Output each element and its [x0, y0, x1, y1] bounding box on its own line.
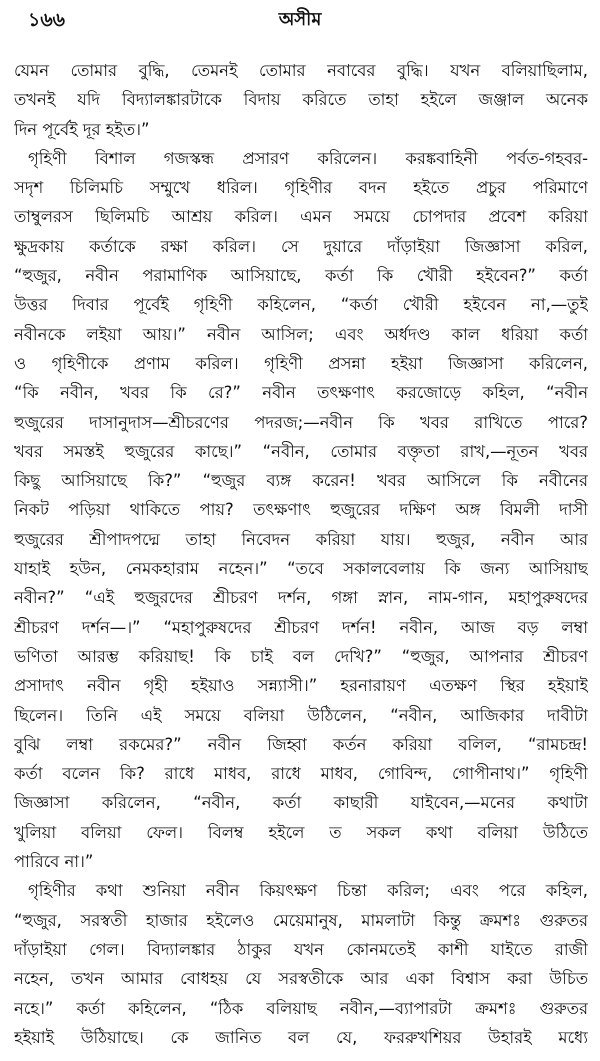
text-line: তখনই যদি বিদ্যালঙ্কারটাকে বিদায় করিতে তাহা হইলে জঞ্জাল অনেক	[14, 90, 588, 110]
text-line: হুজুরের দাসানুদাস—শ্রীচরণের পদরজ;—নবীন কি খবর রাখিতে পারে?	[14, 412, 588, 432]
text-line: সদৃশ চিলিমচি সম্মুখে ধরিল। গৃহিণীর বদন হইতে প্রচুর পরিমাণে	[14, 178, 588, 198]
text-line: ক্ষুদ্রকায় কর্তাকে রক্ষা করিল। সে দুয়ারে দাঁড়াইয়া জিজ্ঞাসা করিল,	[14, 236, 588, 256]
text-line: হইয়াই উঠিয়াছে। কে জানিত বল যে, ফররুখশিয়র উহারই মধ্যে	[14, 1027, 588, 1047]
text-line: কর্তা বলেন কি? রাধে মাধব, রাধে মাধব, গোবিন্দ, গোপীনাথ।” গৃহিণী	[14, 764, 588, 784]
text-line: পারিবে না।”	[14, 852, 94, 872]
text-line: উত্তর দিবার পূর্বেই গৃহিণী কহিলেন, “কর্তা খৌরী হইবেন না,—তুই	[14, 295, 588, 315]
text-line: বুঝি লম্বা রকমের?” নবীন জিহ্বা কর্তন করিয়া বলিল, “রামচন্দ্র!	[14, 734, 588, 754]
text-line: কিছু আসিয়াছে কি?” “হুজুর ব্যঙ্গ করেন! খবর আসিলে কি নবীনের	[14, 471, 588, 491]
text-line: তাম্বুলরস ছিলিমচি আশ্রয় করিল। এমন সময়ে চোপদার প্রবেশ করিয়া	[14, 207, 588, 227]
text-line: “কি নবীন, খবর কি রে?” নবীন তৎক্ষণাৎ করজোড়ে কহিল, “নবীন	[14, 383, 588, 403]
text-line: হুজুরের শ্রীপাদপদ্মে তাহা নিবেদন করিয়া যায়। হুজুর, নবীন আর	[14, 529, 588, 549]
page-number: ১৬৬	[28, 9, 66, 31]
text-line: প্রসাদাৎ নবীন গৃহী হইয়াও সন্ন্যাসী।” হরনারায়ণ এতক্ষণ স্থির হইয়াই	[14, 676, 588, 696]
text-line: যাহাই হউন, নেমকহারাম নহেন।” “তবে সকালবেলায় কি জন্য আসিয়াছ	[14, 559, 588, 579]
text-line: গৃহিণীর কথা শুনিয়া নবীন কিয়ৎক্ষণ চিন্তা করিল; এবং পরে কহিল,	[28, 881, 588, 901]
text-line: নহেন, তখন আমার বোধহয় যে সরস্বতীকে আর একা বিশ্বাস করা উচিত	[14, 969, 588, 989]
text-line: নিকট পড়িয়া থাকিতে পায়? তৎক্ষণাৎ হুজুরের দক্ষিণ অঙ্গ বিমলী দাসী	[14, 500, 588, 520]
text-line: “হুজুর, সরস্বতী হাজার হইলেও মেয়েমানুষ, মামলাটা কিন্তু ক্রমশঃ গুরুতর	[14, 910, 588, 930]
text-line: জিজ্ঞাসা করিলেন, “নবীন, কর্তা কাছারী যাইবেন,—মনের কথাটা	[14, 793, 588, 813]
text-line: খবর সমস্তই হুজুরের কাছে।” “নবীন, তোমার বক্তৃতা রাখ,—নূতন খবর	[14, 441, 588, 461]
text-line: দিন পূর্বেই দূর হইত।”	[14, 119, 150, 139]
text-line: নবীনকে লইয়া আয়।” নবীন আসিল; এবং অর্ধদণ্ড কাল ধরিয়া কর্তা	[14, 324, 588, 344]
text-line: “হুজুর, নবীন পরামাণিক আসিয়াছে, কর্তা কি খৌরী হইবেন?” কর্তা	[14, 266, 588, 286]
text-line: ভণিতা আরম্ভ করিয়াছ! কি চাই বল দেখি?” “হুজুর, আপনার শ্রীচরণ	[14, 646, 588, 666]
body-text	[14, 56, 588, 1052]
text-line: শ্রীচরণ দর্শন—।” “মহাপুরুষদের শ্রীচরণ দর্শন! নবীন, আজ বড় লম্বা	[14, 617, 588, 637]
text-line: ও গৃহিণীকে প্রণাম করিল। গৃহিণী প্রসন্না হইয়া জিজ্ঞাসা করিলেন,	[14, 353, 588, 373]
text-line: দাঁড়াইয়া গেল। বিদ্যালঙ্কার ঠাকুর যখন কোনমতেই কাশী যাইতে রাজী	[14, 939, 588, 959]
running-title: অসীম	[278, 9, 322, 30]
text-line: নহে।” কর্তা কহিলেন, “ঠিক বলিয়াছ নবীন,—ব্যাপারটা ক্রমশঃ গুরুতর	[14, 998, 588, 1018]
text-line: গৃহিণী বিশাল গজস্কন্ধ প্রসারণ করিলেন। করঙ্কবাহিনী পর্বত-গহবর-	[28, 148, 588, 168]
text-line: যেমন তোমার বুদ্ধি, তেমনই তোমার নবাবের বুদ্ধি। যখন বলিয়াছিলাম,	[14, 61, 588, 80]
page-header	[14, 0, 586, 48]
text-line: ছিলেন। তিনি এই সময়ে বলিয়া উঠিলেন, “নবীন, আজিকার দাবীটা	[14, 705, 588, 725]
text-line: খুলিয়া বলিয়া ফেল। বিলম্ব হইলে ত সকল কথা বলিয়া উঠিতে	[14, 822, 588, 842]
text-line: নবীন?” “এই হুজুরদের শ্রীচরণ দর্শন, গঙ্গা স্নান, নাম-গান, মহাপুরুষদের	[14, 588, 588, 608]
